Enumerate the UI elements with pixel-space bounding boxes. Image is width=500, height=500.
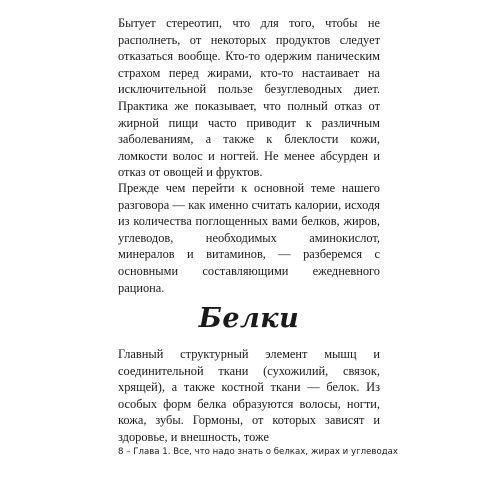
section-paragraph: Главный структурный элемент мышц и соединительной ткани (сухожилий, связок, хрящей), а также костной ткани — белок. Из особых форм белка образуются волосы, ногти, кожа, зубы. Гормоны, от которых зависят и здоровье, и внешность, тоже bbox=[118, 347, 380, 444]
page-footer: 8 – Глава 1. Все, что надо знать о белках, жирах и углеводах bbox=[118, 447, 398, 457]
body-paragraph-1: Бытует стереотип, что для того, чтобы не располнеть, от некоторых продуктов следует отказаться вообще. Кто-то одержим паническим страхом перед жирами, кто-то настаивает на исключительной пользе безуглеводных диет. Практика же показывает, что полный отказ от жирной пищи часто приводит к различным заболеваниям, а также к блеклости кожи, ломкости волос и ногтей. Не менее абсурден и отказ от овощей и фруктов. bbox=[118, 16, 380, 180]
section-heading: Белки bbox=[198, 303, 300, 334]
body-paragraph-2: Прежде чем перейти к основной теме нашего разговора — как именно считать калории, исходя из количества поглощенных вами белков, жиров, углеводов, необходимых аминокислот, минералов и витаминов, — разберемся с основными составляющими ежедневного рациона. bbox=[118, 181, 380, 295]
